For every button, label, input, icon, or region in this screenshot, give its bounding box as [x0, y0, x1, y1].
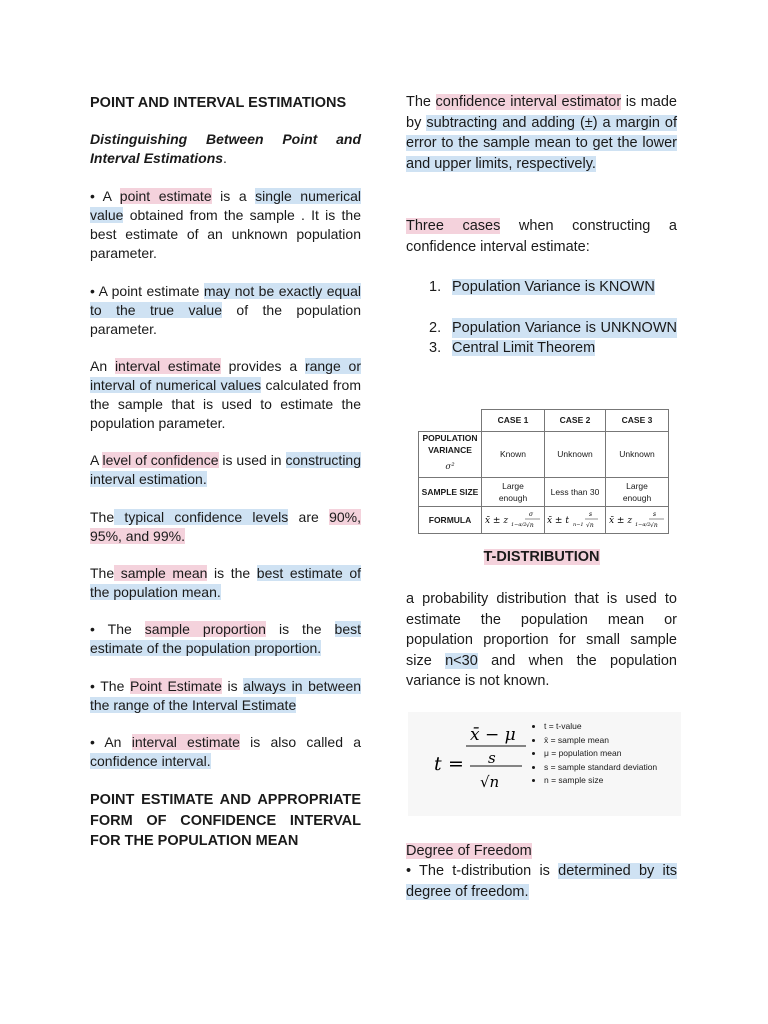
list-item: 3. Central Limit Theorem: [429, 340, 596, 356]
paragraph-point-estimate: • A point estimate is a single numerical value obtained from the sample . It is the best estimate of an unknown population parameter.: [90, 188, 361, 261]
paragraph-ci-estimator: The confidence interval estimator is made by subtracting and adding (±) a margin of error to the sample mean to get the lower and upper limits, respectively.: [406, 94, 677, 172]
table-header: CASE 2: [545, 410, 606, 432]
table-cell: Known: [482, 431, 545, 478]
paragraph-confidence-interval: • An interval estimate is also called a confidence interval.: [90, 734, 361, 769]
table-cell: Unknown: [606, 431, 669, 478]
list-item: • μ = population mean: [544, 747, 657, 761]
svg-text:x̄ ± t: x̄ ± t: [547, 516, 569, 526]
paragraph-interval-estimate: An interval estimate provides a range or interval of numerical values calculated from the sample that is used to estimate the population parameter.: [90, 358, 362, 431]
t-formula-graphic: [408, 712, 528, 816]
list-item: • x̄ = sample mean: [544, 734, 657, 748]
subtitle: Distinguishing Between Point and Interval Estimations.: [90, 131, 361, 166]
svg-text:√n: √n: [480, 773, 500, 791]
table-header: CASE 1: [482, 410, 545, 432]
paragraph-point-between: • The Point Estimate is always in between the range of the Interval Estimate: [90, 678, 362, 713]
svg-text:√n: √n: [526, 522, 534, 529]
t-distribution-heading: T-DISTRIBUTION: [483, 549, 600, 565]
svg-text:√n: √n: [650, 522, 658, 529]
svg-text:1−α/2: 1−α/2: [635, 522, 651, 528]
svg-text:=: =: [448, 753, 464, 775]
table-cell: Less than 30: [545, 478, 606, 507]
list-item: • n = sample size: [544, 774, 657, 788]
paragraph-t-distribution: a probability distribution that is used to estimate the population mean or population proportion for small sample size n<30 and when the population variance is not known.: [406, 591, 677, 689]
svg-text:n−1: n−1: [573, 522, 584, 528]
formula-case2: [545, 507, 606, 534]
paragraph-degree-freedom: • The t-distribution is determined by its degree of freedom.: [406, 863, 677, 900]
section-heading-point-estimate: POINT ESTIMATE AND APPROPRIATE FORM OF CONFIDENCE INTERVAL FOR THE POPULATION MEAN: [90, 792, 361, 849]
t-legend: [530, 720, 657, 788]
paragraph-level-confidence: A level of confidence is used in constructing interval estimation.: [90, 452, 361, 487]
row-label-formula: FORMULA: [419, 507, 482, 534]
list-item: • t = t-value: [544, 720, 657, 734]
t-formula-figure: [408, 712, 681, 816]
svg-text:1−α/2: 1−α/2: [511, 522, 527, 528]
table-cell: Large enough: [606, 478, 669, 507]
cases-table: [418, 409, 669, 534]
svg-text:σ: σ: [529, 511, 534, 518]
page-title: POINT AND INTERVAL ESTIMATIONS: [90, 95, 347, 111]
table-cell: Large enough: [482, 478, 545, 507]
svg-text:s: s: [488, 749, 496, 767]
degree-of-freedom-heading: Degree of Freedom: [406, 843, 532, 859]
list-item: 2. Population Variance is UNKNOWN: [406, 318, 677, 339]
paragraph-typical-levels: The typical confidence levels are 90%, 95%, and 99%.: [90, 509, 361, 544]
row-label-sample-size: SAMPLE SIZE: [419, 478, 482, 507]
formula-case3: [606, 507, 669, 534]
svg-text:x̄ − μ: x̄ − μ: [470, 725, 516, 745]
list-item: • s = sample standard deviation: [544, 761, 657, 775]
paragraph-three-cases: Three cases when constructing a confidence interval estimate:: [406, 218, 677, 255]
list-item: 1. Population Variance is KNOWN: [429, 279, 655, 295]
svg-text:√n: √n: [586, 522, 594, 529]
svg-text:t: t: [434, 753, 442, 775]
cases-list: [406, 277, 677, 359]
svg-text:x̄ ± z: x̄ ± z: [485, 516, 509, 526]
paragraph-sample-mean: The sample mean is the best estimate of the population mean.: [90, 565, 361, 600]
svg-text:s: s: [589, 511, 593, 518]
paragraph-sample-proportion: • The sample proportion is the best estimate of the population proportion.: [90, 621, 361, 656]
svg-text:s: s: [653, 511, 657, 518]
row-label-variance: POPULATION VARIANCE σ²: [419, 431, 482, 478]
svg-text:x̄ ± z: x̄ ± z: [609, 516, 633, 526]
paragraph-not-equal: • A point estimate may not be exactly equal to the true value of the population parameter.: [90, 283, 362, 337]
table-header: CASE 3: [606, 410, 669, 432]
formula-case1: [482, 507, 545, 534]
table-cell: Unknown: [545, 431, 606, 478]
